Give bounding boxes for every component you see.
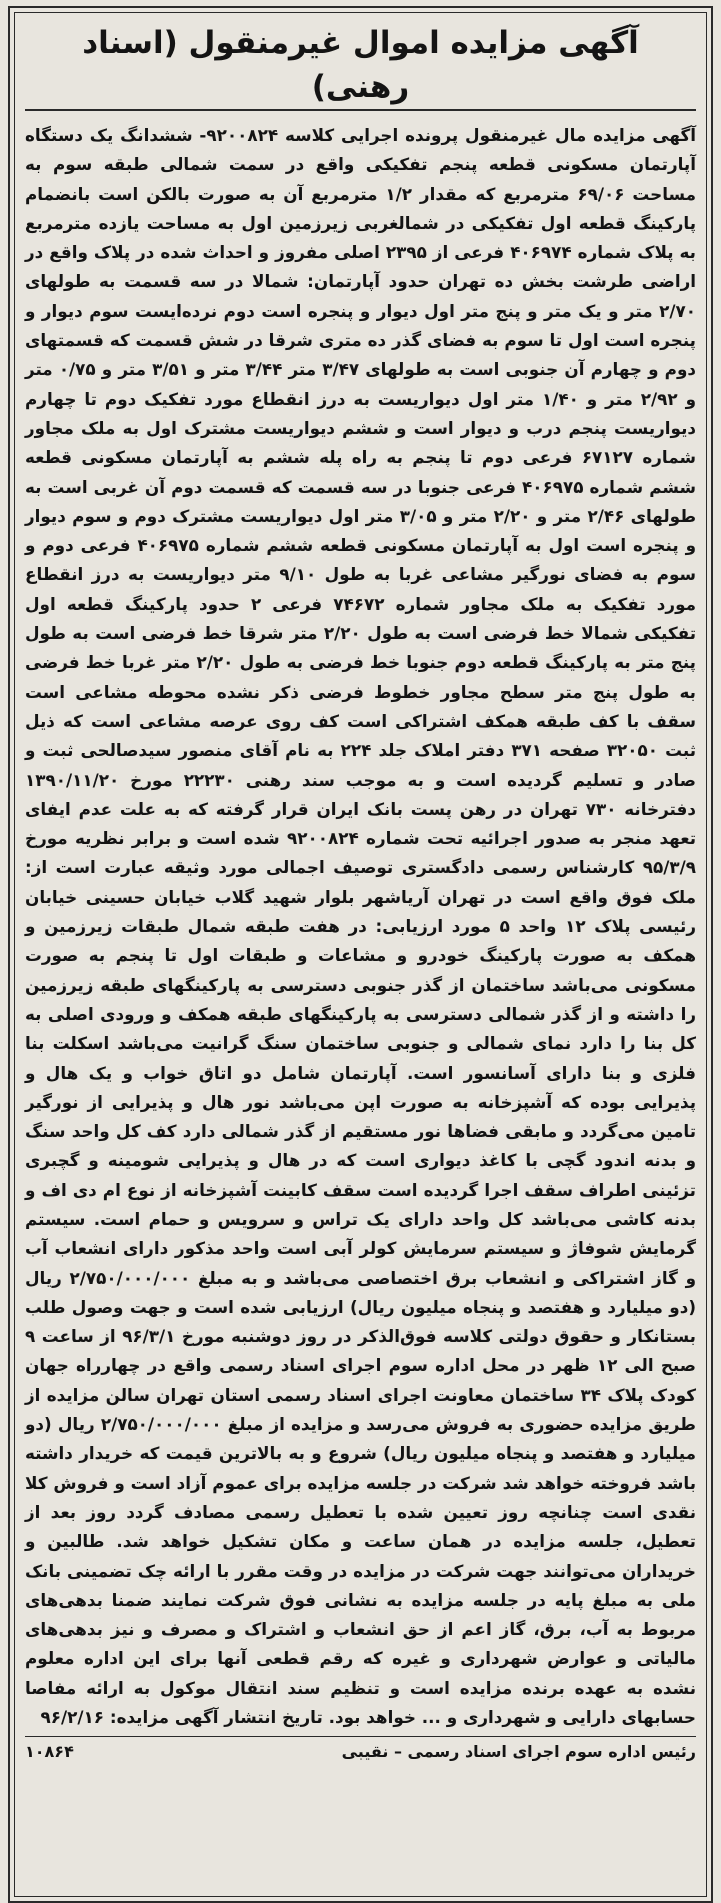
notice-box xyxy=(14,12,707,1897)
signature: رئیس اداره سوم اجرای اسناد رسمی – نقیبی xyxy=(341,1742,696,1762)
signature-row xyxy=(25,1736,696,1764)
notice-body: آگهی مزایده مال غیرمنقول پرونده اجرایی کلاسه ۹۲۰۰۸۲۴- ششدانگ یک دستگاه آپارتمان مسکونی قطعه پنجم تفکیکی واقع در سمت شمالی طبقه سوم به مساحت ۶۹/۰۶ مترمربع که مقدار ۱/۲ مترمربع آن به صورت بالکن است بانضمام پارکینگ قطعه اول تفکیکی در شمالغربی زیرزمین اول به مساحت یازده مترمربع به پلاک شماره ۴۰۶۹۷۴ فرعی از ۲۳۹۵ اصلی مفروز و احداث شده در پلاک واقع در اراضی طرشت بخش ده تهران حدود آپارتمان: شمالا در سه قسمت به طولهای ۲/۷۰ متر و یک متر و پنج متر اول دیوار و پنجره است دوم نرده‌ایست سوم دیوار و پنجره است اول تا سوم به فضای گذر ده متری شرقا در شش قسمت که قسمتهای دوم و چهارم آن جنوبی است به طولهای ۳/۴۷ متر ۳/۴۴ متر و ۳/۵۱ متر و ۰/۷۵ متر و ۲/۹۲ متر و ۱/۴۰ متر اول دیواریست به درز انقطاع مورد تفکیک دوم تا چهارم دیواریست پنجم درب و دیوار است و ششم دیواریست مشترک اول به ملک مجاور شماره ۶۷۱۲۷ فرعی دوم تا پنجم به راه پله ششم به آپارتمان مسکونی قطعه ششم شماره ۴۰۶۹۷۵ فرعی جنوبا در سه قسمت که قسمت دوم آن غربی است به طولهای ۲/۴۶ متر و ۲/۲۰ متر و ۳/۰۵ متر اول دیواریست مشترک دوم و سوم دیوار و پنجره است اول به آپارتمان مسکونی قطعه ششم شماره ۴۰۶۹۷۵ فرعی دوم و سوم به فضای نورگیر مشاعی غربا به طول ۹/۱۰ متر دیواریست به درز انقطاع مورد تفکیک به ملک مجاور شماره ۷۴۶۷۲ فرعی ۲ حدود پارکینگ قطعه اول تفکیکی شمالا خط فرضی است به طول ۲/۲۰ متر شرقا خط فرضی است به طول پنج متر به پارکینگ قطعه دوم جنوبا خط فرضی به طول ۲/۲۰ متر غربا خط فرضی به طول پنج متر سطح مجاور خطوط فرضی ذکر نشده محوطه مشاعی است سقف با کف طبقه همکف اشتراکی است کف روی عرصه مشاعی است که ذیل ثبت ۳۲۰۵۰ صفحه ۳۷۱ دفتر املاک جلد ۲۲۴ به نام آقای منصور سیدصالحی ثبت و صادر و تسلیم گردیده است و به موجب سند رهنی ۲۲۲۳۰ مورخ ۱۳۹۰/۱۱/۲۰ دفترخانه ۷۳۰ تهران در رهن پست بانک ایران قرار گرفته که به علت عدم ایفای تعهد منجر به صدور اجرائیه تحت شماره ۹۲۰۰۸۲۴ شده است و برابر نظریه مورخ ۹۵/۳/۹ کارشناس رسمی دادگستری توصیف اجمالی مورد وثیقه عبارت است از: ملک فوق واقع است در تهران آریاشهر بلوار شهید گلاب خیابان حسینی خیابان رئیسی پلاک ۱۲ واحد ۵ مورد ارزیابی: در هفت طبقه شمال طبقات زیرزمین و همکف به صورت پارکینگ خودرو و مشاعات و طبقات اول تا پنجم به صورت مسکونی می‌باشد ساختمان از گذر جنوبی دسترسی به پارکینگهای طبقه زیرزمین را داشته و از گذر شمالی دسترسی به پارکینگهای طبقه همکف و ورودی اصلی به کل بنا را دارد نمای شمالی و جنوبی ساختمان سنگ گرانیت می‌باشد اسکلت بنا فلزی و بنا دارای آسانسور است. آپارتمان شامل دو اتاق خواب و یک هال و پذیرایی بوده که آشپزخانه به صورت اپن می‌باشد نور هال و پذیرایی از نورگیر تامین می‌گردد و مابقی فضاها نور مستقیم از گذر شمالی دارد کف کل واحد سنگ و بدنه اندود گچی با کاغذ دیواری است که در هال و پذیرایی شومینه و گچبری تزئینی اطراف سقف اجرا گردیده است سقف کابینت آشپزخانه از نوع ام دی اف و بدنه کاشی می‌باشد کل واحد دارای یک تراس و سرویس و حمام است. سیستم گرمایش شوفاژ و سیستم سرمایش کولر آبی است واحد مذکور دارای انشعاب آب و گاز اشتراکی و انشعاب برق اختصاصی می‌باشد و به مبلغ ۲/۷۵۰/۰۰۰/۰۰۰ ریال (دو میلیارد و هفتصد و پنجاه میلیون ریال) ارزیابی شده است و جهت وصول طلب بستانکار و حقوق دولتی کلاسه فوق‌الذکر در روز دوشنبه مورخ ۹۶/۳/۱ از ساعت ۹ صبح الی ۱۲ ظهر در محل اداره سوم اجرای اسناد رسمی واقع در چهارراه جهان کودک پلاک ۳۴ ساختمان معاونت اجرای اسناد رسمی استان تهران سالن مزایده از طریق مزایده حضوری به فروش می‌رسد و مزایده از مبلغ ۲/۷۵۰/۰۰۰/۰۰۰ ریال (دو میلیارد و هفتصد و پنجاه میلیون ریال) شروع و به بالاترین قیمت که خریدار داشته باشد فروخته خواهد شد شرکت در جلسه مزایده برای عموم آزاد است و فروش کلا نقدی است چنانچه روز تعیین شده با تعطیل رسمی مصادف گردد روز بعد از تعطیل، جلسه مزایده در همان ساعت و مکان تشکیل خواهد شد. طالبین و خریداران می‌توانند جهت شرکت در مزایده در وقت مقرر با ارائه چک تضمینی بانک ملی به مبلغ پایه در جلسه مزایده به نشانی فوق شرکت نمایند ضمنا بدهی‌های مربوط به آب، برق، گاز اعم از حق انشعاب و اشتراک و مصرف و نیز بدهی‌های مالیاتی و عوارض شهرداری و غیره که رقم قطعی آنها برای این اداره معلوم نشده به عهده برنده مزایده است و تنظیم سند انتقال موکول به ارائه مفاصا حسابهای دارایی و شهرداری و ... خواهد بود. تاریخ انتشار آگهی مزایده: ۹۶/۲/۱۶ xyxy=(25,125,697,1728)
notice-code: ۱۰۸۶۴ xyxy=(25,1742,74,1762)
notice-title: آگهی مزایده اموال غیرمنقول (اسناد رهنی) xyxy=(25,21,696,111)
title-bar xyxy=(25,21,696,111)
notice-outer-border xyxy=(8,6,713,1903)
